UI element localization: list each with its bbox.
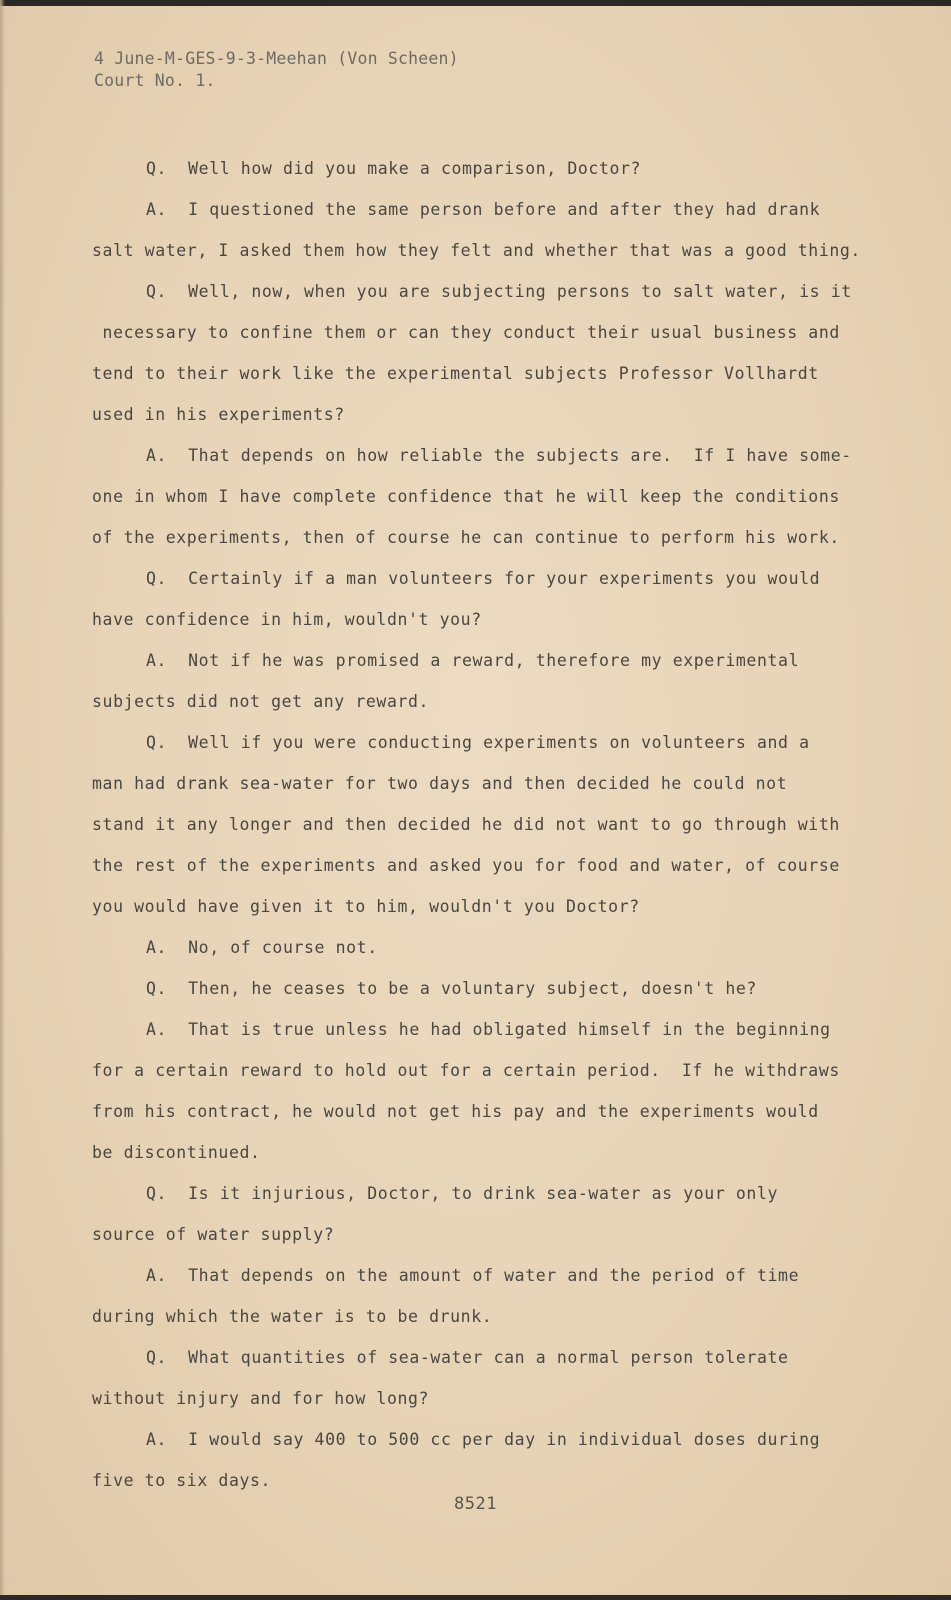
transcript-line: tend to their work like the experimental subjects Professor Vollhardt xyxy=(92,364,819,383)
transcript-line: A. Not if he was promised a reward, therefore my experimental xyxy=(146,651,800,670)
transcript-line: stand it any longer and then decided he did not want to go through with xyxy=(92,815,840,834)
transcript-line: man had drank sea-water for two days and then decided he could not xyxy=(92,774,788,793)
scan-left-edge xyxy=(0,0,5,1600)
transcript-line: Q. Well, now, when you are subjecting persons to salt water, is it xyxy=(146,282,852,301)
scan-top-edge xyxy=(0,0,951,6)
scan-bottom-edge xyxy=(0,1595,951,1600)
transcript-body xyxy=(92,148,861,1501)
transcript-line: from his contract, he would not get his pay and the experiments would xyxy=(92,1102,819,1121)
transcript-line: the rest of the experiments and asked you for food and water, of course xyxy=(92,856,840,875)
transcript-line: subjects did not get any reward. xyxy=(92,692,430,711)
transcript-line: A. That is true unless he had obligated himself in the beginning xyxy=(146,1020,831,1039)
transcript-line: Q. What quantities of sea-water can a normal person tolerate xyxy=(146,1348,789,1367)
transcript-line: A. That depends on how reliable the subjects are. If I have some- xyxy=(146,446,852,465)
transcript-line: Q. Certainly if a man volunteers for your experiments you would xyxy=(146,569,821,588)
transcript-line: one in whom I have complete confidence that he will keep the conditions xyxy=(92,487,840,506)
transcript-line: during which the water is to be drunk. xyxy=(92,1307,493,1326)
transcript-line: used in his experiments? xyxy=(92,405,345,424)
transcript-line: five to six days. xyxy=(92,1471,272,1490)
transcript-line: of the experiments, then of course he can continue to perform his work. xyxy=(92,528,840,547)
transcript-line: necessary to confine them or can they conduct their usual business and xyxy=(92,323,840,342)
transcript-line: for a certain reward to hold out for a certain period. If he withdraws xyxy=(92,1061,840,1080)
header-court-number: Court No. 1. xyxy=(94,71,216,90)
page-number: 8521 xyxy=(454,1494,497,1514)
transcript-line: A. I questioned the same person before and after they had drank xyxy=(146,200,821,219)
transcript-line: Q. Is it injurious, Doctor, to drink sea-water as your only xyxy=(146,1184,779,1203)
transcript-line: Q. Well how did you make a comparison, Doctor? xyxy=(146,159,642,178)
transcript-line: A. That depends on the amount of water and the period of time xyxy=(146,1266,800,1285)
transcript-line: Q. Then, he ceases to be a voluntary subject, doesn't he? xyxy=(146,979,757,998)
transcript-line: you would have given it to him, wouldn't you Doctor? xyxy=(92,897,640,916)
transcript-line: A. No, of course not. xyxy=(146,938,378,957)
transcript-line: A. I would say 400 to 500 cc per day in individual doses during xyxy=(146,1430,821,1449)
transcript-line: without injury and for how long? xyxy=(92,1389,430,1408)
transcript-line: be discontinued. xyxy=(92,1143,261,1162)
transcript-line: source of water supply? xyxy=(92,1225,335,1244)
header-case-reference: 4 June-M-GES-9-3-Meehan (Von Scheen) xyxy=(94,49,459,68)
document-header xyxy=(94,48,459,92)
transcript-line: Q. Well if you were conducting experiments on volunteers and a xyxy=(146,733,810,752)
transcript-line: salt water, I asked them how they felt and whether that was a good thing. xyxy=(92,241,861,260)
transcript-line: have confidence in him, wouldn't you? xyxy=(92,610,482,629)
